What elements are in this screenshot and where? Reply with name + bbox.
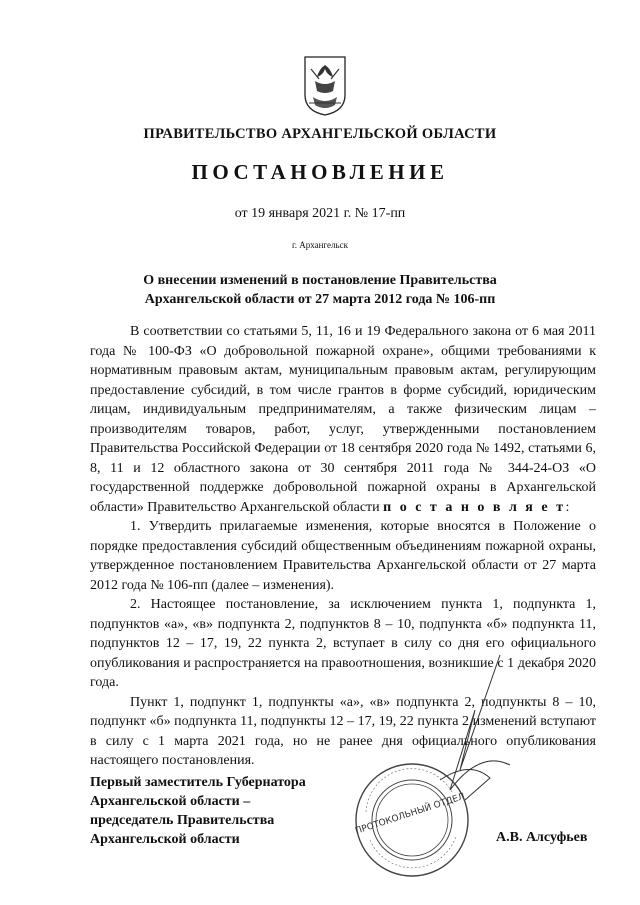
official-stamp [352,760,472,880]
decree-word: п о с т а н о в л я е т [383,499,566,515]
document-title-line-2: Архангельской области от 27 марта 2012 года № 106-пп [144,292,496,307]
item-3-paragraph: Пункт 1, подпункт 1, подпункты «а», «в» подпункта 2, подпункты 8 – 10, подпункт «б» подпункта 11, подпункты 12 – 17, 19, 22 пункта 2 изменений вступают в силу с 1 марта 2021 года, но не ранее дня официального опубликования настоящего постановления. [90,694,596,768]
signatory-position-line-3: председатель Правительства [90,813,275,828]
item-1-paragraph: 1. Утвердить прилагаемые изменения, которые вносятся в Положение о порядке предоставления субсидий общественным объединениям пожарной охраны, утвержденное постановлением Правительства Архангельской области от 27 марта 2012 года № 106-пп (далее – изменения). [90,519,596,593]
document-title-line-1: О внесении изменений в постановление Правительства [143,273,497,288]
signatory-position-line-4: Архангельской области [90,832,240,847]
signatory-name: А.В. Алсуфьев [496,830,588,845]
organization-name: ПРАВИТЕЛЬСТВО АРХАНГЕЛЬСКОЙ ОБЛАСТИ [143,126,497,142]
document-city: г. Архангельск [292,240,348,250]
document-date-number: от 19 января 2021 г. № 17-пп [234,206,406,221]
signatory-position-line-2: Архангельской области – [90,794,251,809]
signatory-position [90,773,306,849]
coat-of-arms-emblem [303,55,347,117]
stamp-center-text: ПРОТОКОЛЬНЫЙ ОТДЕЛ [354,791,467,837]
item-2-paragraph: 2. Настоящее постановление, за исключением пункта 1, подпункта 1, подпунктов «а», «в» подпункта 2, подпунктов 8 – 10, подпункта «б» подпункта 11, подпунктов 12 – 17, 19, 22 пункта 2, вступает в силу со дня его официального опубликования и распространяется на правоотношения, возникшие с 1 декабря 2020 года. [90,597,596,690]
document-type: ПОСТАНОВЛЕНИЕ [191,160,449,184]
preamble-paragraph [90,322,596,517]
preamble-text: В соответствии со статьями 5, 11, 16 и 19 Федерального закона от 6 мая 2011 года № 100-ФЗ «О добровольной пожарной охране», общими требованиями к нормативным правовым актам, муниципальным правовым актам, регулирующим предоставление субсидий, в том числе грантов в форме субсидий, юридическим лицам, индивидуальным предпринимателям, а также физическим лицам – производителям товаров, работ, услуг, утвержденными постановлением Правительства Российской Федерации от 18 сентября 2020 года № 1492, статьями 6, 8, 11 и 12 областного закона от 30 сентября 2011 года № 344-24-ОЗ «О государственной поддержке добровольной пожарной охраны в Архангельской области» Правительство Архангельской области [90,324,596,515]
decree-colon: : [565,499,570,515]
signatory-position-line-1: Первый заместитель Губернатора [90,775,306,790]
document-title [100,271,540,309]
